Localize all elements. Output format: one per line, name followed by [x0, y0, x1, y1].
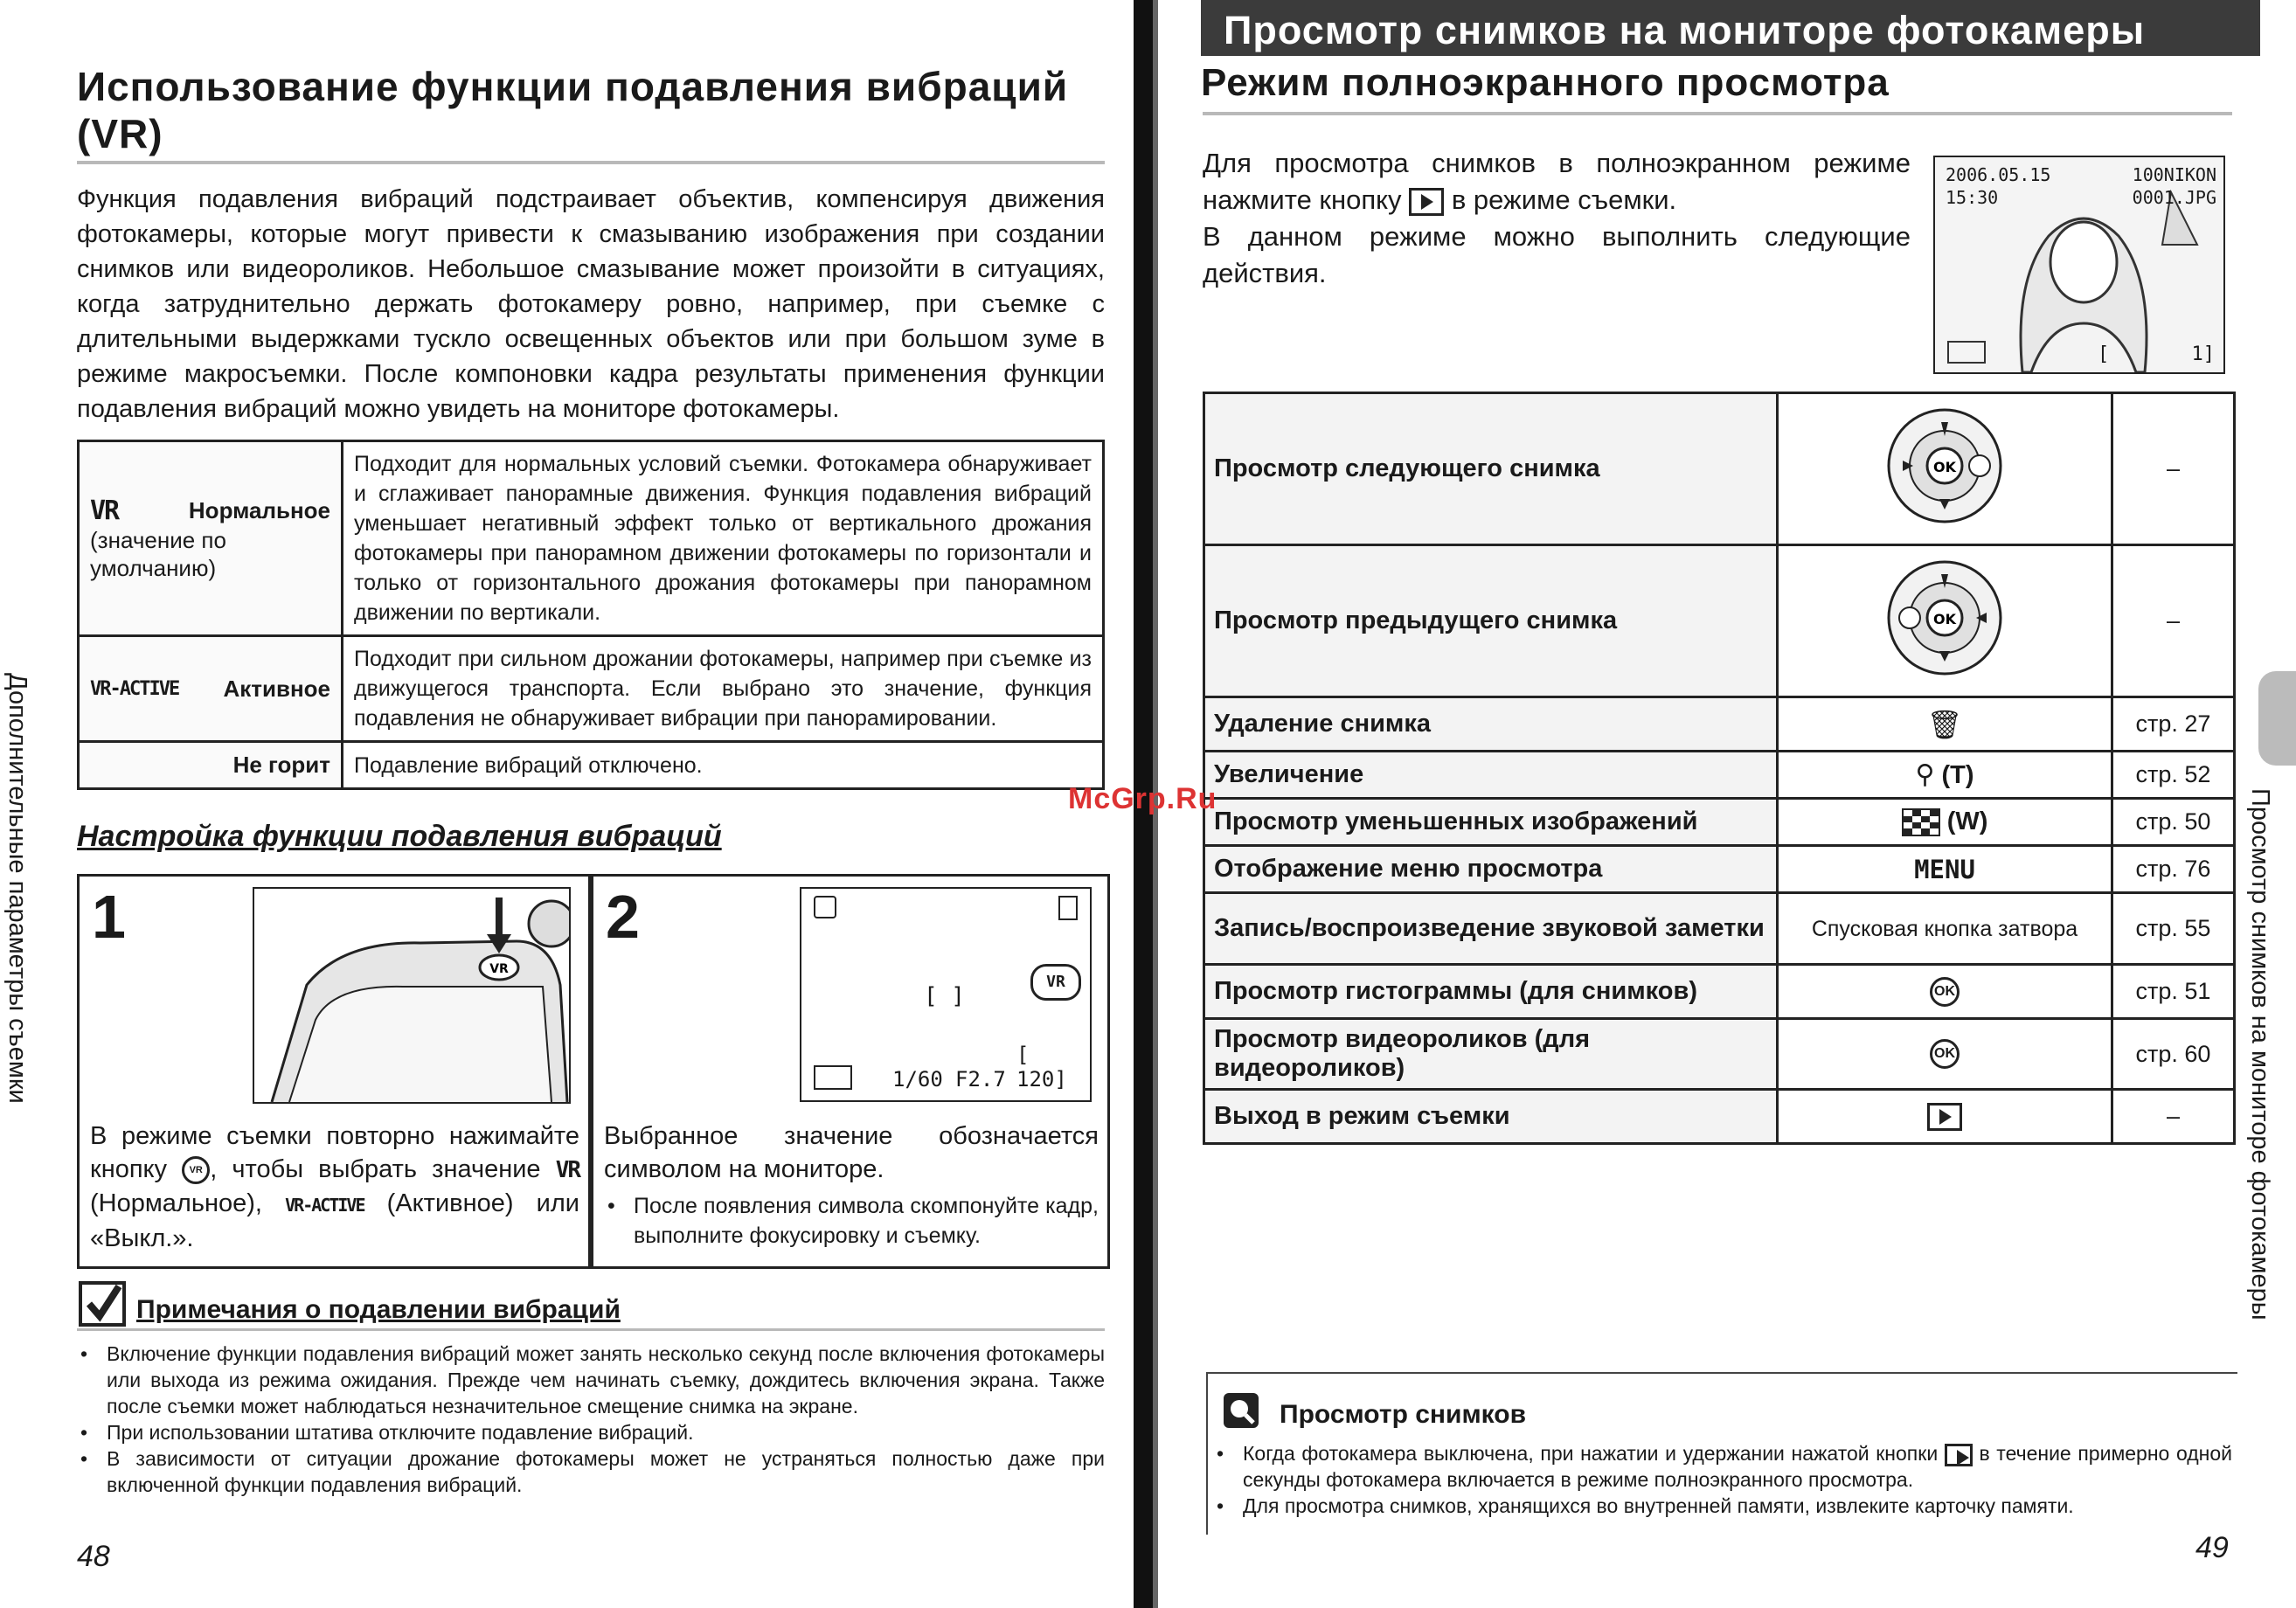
playback-time: 15:30: [1946, 187, 1999, 208]
step-1-text: В режиме съемки повторно нажимайте кнопку VR , чтобы выбрать значение VR (Нормальное), VR-ACTIVE (Активное) или «Выкл.».: [90, 1122, 580, 1252]
control-cell: [1778, 545, 2112, 697]
table-row: [79, 441, 1104, 636]
page-reference: –: [2112, 393, 2235, 545]
magnifier-tip-icon: [1224, 1393, 1259, 1428]
image-mode-icon: [814, 1065, 852, 1090]
control-cell: [1778, 1090, 2112, 1144]
play-button-icon: [1945, 1444, 1973, 1466]
action-label: Выход в режим съемки: [1204, 1090, 1778, 1144]
table-row: [1204, 697, 2235, 752]
frame-count: 1]: [2191, 343, 2215, 365]
page-reference: стр. 27: [2112, 697, 2235, 752]
action-label: Просмотр уменьшенных изображений: [1204, 799, 1778, 846]
shutter-button-label: Спусковая кнопка затвора: [1778, 893, 2112, 965]
svg-text:VR: VR: [489, 962, 509, 976]
table-row: [1204, 393, 2235, 545]
focus-brackets: [ ]: [924, 983, 965, 1009]
step-2-text: Выбранное значение обозначается символом на мониторе.: [604, 1122, 1099, 1183]
page-reference: –: [2112, 1090, 2235, 1144]
list-item: • После появления символа скомпонуйте кадр, выполните фокусировку и съемку.: [604, 1191, 1099, 1251]
mode-name: Активное: [223, 675, 330, 702]
table-row: [79, 636, 1104, 742]
play-button-icon: [1409, 188, 1444, 216]
title-rule: [1203, 112, 2232, 115]
file-name: 0001.JPG: [2132, 187, 2216, 208]
zoom-in-icon: ⚲: [1915, 760, 1935, 789]
camera-top-drawing: [254, 889, 569, 1102]
image-mode-icon: [1947, 341, 1986, 364]
camera-mode-icon: [814, 896, 836, 918]
playback-date: 2006.05.15: [1946, 164, 2051, 185]
notes-heading: Примечания о подавлении вибраций: [136, 1295, 621, 1324]
vr-button-icon: VR: [182, 1156, 210, 1184]
control-cell: [1778, 965, 2112, 1019]
setup-heading: Настройка функции подавления вибраций: [77, 820, 722, 853]
multi-selector-left-icon: [1883, 557, 2006, 679]
monitor-illustration: [800, 887, 1092, 1102]
page-reference: стр. 76: [2112, 846, 2235, 893]
action-label: Отображение меню просмотра: [1204, 846, 1778, 893]
aperture: F2.7: [955, 1067, 1006, 1092]
control-cell: [1778, 1019, 2112, 1090]
action-label: Запись/воспроизведение звуковой заметки: [1204, 893, 1778, 965]
page-reference: –: [2112, 545, 2235, 697]
vr-intro-paragraph: Функция подавления вибраций подстраивает объектив, компенсируя движения фотокамеры, которые могут привести к смазыванию изображения при создании снимков или видеороликов. Небольшое смазывание может произойти в ситуациях, когда затруднительно держать фотокамеру ровно, например, при съемке с длительными выдержками тускло освещенных объектов или при большом зуме в режиме макросъемки. После компоновки кадра результаты применения функции подавления вибраций можно увидеть на мониторе фотокамеры.: [77, 185, 1105, 423]
page-number-right: 49: [2195, 1531, 2229, 1564]
mode-name: Не горит: [232, 752, 330, 778]
page-number-left: 48: [77, 1540, 110, 1573]
table-row: [1204, 545, 2235, 697]
list-item: • В зависимости от ситуации дрожание фотокамеры может не устраняться полностью даже при включенной функции подавления вибраций.: [77, 1445, 1105, 1498]
shutter-speed: 1/60: [892, 1067, 943, 1092]
notes-rule: [77, 1328, 1105, 1331]
watermark: McGrp.Ru: [1068, 782, 1217, 815]
control-cell: [1778, 799, 2112, 846]
camera-illustration: [253, 887, 571, 1104]
list-item: • Включение функции подавления вибраций может занять несколько секунд после включения фотокамеры или выхода из режима ожидания. Прежде чем начинать съемку, дождитесь включения экрана. Также после съемки может наблюдаться незначительное смещение снимка на экране.: [77, 1341, 1105, 1419]
play-button-icon: [1927, 1103, 1962, 1131]
playback-operations-table: [1203, 392, 2236, 1145]
frame-bracket: [: [2098, 343, 2110, 365]
table-row: [1204, 893, 2235, 965]
ok-label: OK: [1933, 610, 1956, 627]
list-item: • При использовании штатива отключите подавление вибраций.: [77, 1419, 1105, 1445]
section-banner: Просмотр снимков на мониторе фотокамеры: [1201, 0, 2260, 56]
page-reference: стр. 52: [2112, 752, 2235, 799]
action-label: Просмотр видеороликов (для видеороликов): [1204, 1019, 1778, 1090]
playback-intro: Для просмотра снимков в полноэкранном режиме нажмите кнопку в режиме съемки. В данном режиме можно выполнить следующие действия.: [1203, 148, 1911, 288]
left-side-tab: Дополнительные параметры съемки: [3, 673, 31, 1104]
table-row: [1204, 965, 2235, 1019]
title-rule: [77, 161, 1105, 164]
playback-screen-illustration: [1933, 156, 2225, 374]
zoom-tele-label: (T): [1941, 761, 1974, 789]
step-number: 2: [606, 883, 640, 951]
page-reference: стр. 60: [2112, 1019, 2235, 1090]
ok-button-icon: OK: [1930, 1039, 1960, 1069]
table-row: [1204, 1019, 2235, 1090]
chapter-tab-marker: [2258, 671, 2296, 766]
step-2-bullets: [604, 1191, 1099, 1251]
page-reference: стр. 51: [2112, 965, 2235, 1019]
tip-box: [1206, 1372, 2237, 1535]
control-cell: [1778, 393, 2112, 545]
vr-icon: VR: [90, 495, 119, 526]
table-row: [1204, 846, 2235, 893]
right-side-tab: Просмотр снимков на мониторе фотокамеры: [2246, 788, 2274, 1320]
tip-list: [1213, 1440, 2232, 1519]
mode-description: Подавление вибраций отключено.: [343, 742, 1104, 789]
checkmark-icon: [79, 1281, 126, 1327]
table-row: [79, 742, 1104, 789]
mode-note: (значение по умолчанию): [90, 526, 226, 581]
folder-name: 100NIKON: [2132, 164, 2216, 185]
mode-label: [79, 742, 343, 789]
table-row: [1204, 752, 2235, 799]
mode-description: Подходит при сильном дрожании фотокамеры, например при съемке из движущегося транспорта. Если выбрано это значение, функция подавления не обнаруживает вибрации при панорамировании.: [343, 636, 1104, 742]
vr-modes-table: [77, 440, 1105, 790]
action-label: Удаление снимка: [1204, 697, 1778, 752]
vr-active-icon: VR-ACTIVE: [285, 1195, 364, 1216]
thumbnail-icon: [1902, 808, 1940, 836]
memory-icon: [1058, 896, 1078, 920]
control-cell: [1778, 752, 2112, 799]
vr-indicator-icon: VR: [1030, 964, 1081, 1001]
right-page-title: Режим полноэкранного просмотра: [1201, 61, 1890, 104]
zoom-wide-label: (W): [1946, 807, 1988, 835]
tip-heading: Просмотр снимков: [1280, 1400, 1527, 1429]
ok-button-icon: OK: [1930, 977, 1960, 1007]
vr-icon: VR: [555, 1157, 580, 1183]
action-label: Просмотр гистограммы (для снимков): [1204, 965, 1778, 1019]
mode-label: [79, 441, 343, 636]
multi-selector-right-icon: [1883, 405, 2006, 527]
vr-notes-list: [77, 1341, 1105, 1498]
ok-label: OK: [1933, 458, 1956, 475]
left-page-title: Использование функции подавления вибраций (VR): [77, 64, 1069, 156]
step-2-box: [591, 874, 1110, 1269]
list-item: • Когда фотокамера выключена, при нажатии и удержании нажатой кнопки в течение примерно одной секунды фотокамера включается в режиме полноэкранного просмотра.: [1213, 1440, 2232, 1493]
page-reference: стр. 50: [2112, 799, 2235, 846]
vr-active-icon: VR-ACTIVE: [90, 677, 179, 700]
action-label: Увеличение: [1204, 752, 1778, 799]
trash-icon: 🗑: [1778, 697, 2112, 752]
mode-name: Нормальное: [188, 496, 330, 523]
mode-label: [79, 636, 343, 742]
action-label: Просмотр следующего снимка: [1204, 393, 1778, 545]
menu-button-label: MENU: [1778, 846, 2112, 893]
step-1-box: [77, 874, 591, 1269]
table-row: [1204, 1090, 2235, 1144]
page-reference: стр. 55: [2112, 893, 2235, 965]
step-number: 1: [92, 883, 126, 951]
frames-remaining: [ 120]: [1016, 1043, 1067, 1092]
mode-description: Подходит для нормальных условий съемки. Фотокамера обнаруживает и сглаживает панорамные движения. Функция подавления вибраций уменьшает негативный эффект только от вертикального дрожания фотокамеры при панорамном движении фотокамеры по горизонтали и только от горизонтального дрожания фотокамеры при панорамном движении по вертикали.: [343, 441, 1104, 636]
list-item: • Для просмотра снимков, хранящихся во внутренней памяти, извлеките карточку памяти.: [1213, 1493, 2232, 1519]
table-row: [1204, 799, 2235, 846]
action-label: Просмотр предыдущего снимка: [1204, 545, 1778, 697]
